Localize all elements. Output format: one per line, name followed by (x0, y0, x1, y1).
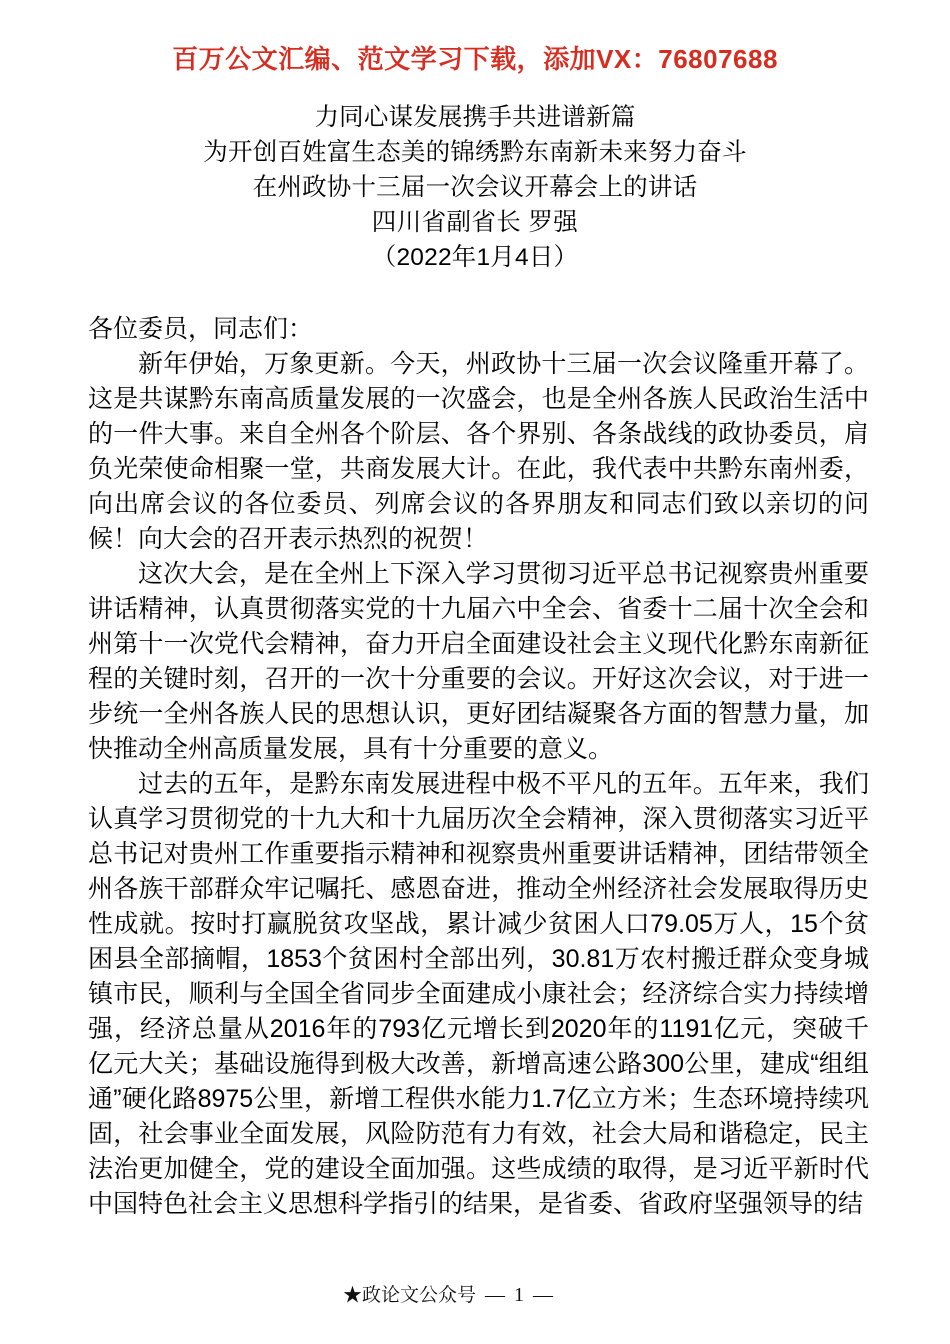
footer-brand-label: ★政论文公众号 (342, 1285, 476, 1306)
title-line-1: 力同心谋发展携手共进谱新篇 (314, 104, 636, 131)
body-paragraph-2: 这次大会，是在全州上下深入学习贯彻习近平总书记视察贵州重要讲话精神，认真贯彻落实党的十九届六中全会、省委十二届十次全会和州第十一次党代会精神，奋力开启全面建设社会主义现代化黔东南新征程的关键时刻，召开的一次十分重要的会议。开好这次会议，对于进一步统一全州各族人民的思想认识，更好团结凝聚各方面的智慧力量，加快推动全州高质量发展，具有十分重要的意义。 (88, 560, 869, 763)
footer-page-number: — 1 — (485, 1284, 555, 1306)
body-paragraph-1: 新年伊始，万象更新。今天，州政协十三届一次会议隆重开幕了。这是共谋黔东南高质量发展的一次盛会，也是全州各族人民政治生活中的一件大事。来自全州各个阶层、各个界别、各条战线的政协委员，肩负光荣使命相聚一堂，共商发展大计。在此，我代表中共黔东南州委，向出席会议的各位委员、列席会议的各界朋友和同志们致以亲切的问候！向大会的召开表示热烈的祝贺！ (88, 350, 869, 553)
title-line-2: 为开创百姓富生态美的锦绣黔东南新未来努力奋斗 (203, 139, 747, 166)
page-footer (0, 1282, 950, 1309)
title-speaker: 四川省副省长 罗强 (371, 209, 579, 236)
title-line-3: 在州政协十三届一次会议开幕会上的讲话 (252, 174, 698, 201)
document-body (88, 312, 869, 1222)
footer-inner (343, 1282, 555, 1309)
title-date: （2022年1月4日） (371, 244, 579, 271)
body-paragraph-3: 过去的五年，是黔东南发展进程中极不平凡的五年。五年来，我们认真学习贯彻党的十九大和十九届历次全会精神，深入贯彻落实习近平总书记对贵州工作重要指示精神和视察贵州重要讲话精神，团结带领全州各族干部群众牢记嘱托、感恩奋进，推动全州经济社会发展取得历史性成就。按时打赢脱贫攻坚战，累计减少贫困人口79.05万人，15个贫困县全部摘帽，1853个贫困村全部出列，30.81万农村搬迁群众变身城镇市民，顺利与全国全省同步全面建成小康社会；经济综合实力持续增强，经济总量从2016年的793亿元增长到2020年的1191亿元，突破千亿元大关；基础设施得到极大改善，新增高速公路300公里，建成“组组通”硬化路8975公里，新增工程供水能力1.7亿立方米；生态环境持续巩固，社会事业全面发展，风险防范有力有效，社会大局和谐稳定，民主法治更加健全，党的建设全面加强。这些成绩的取得，是习近平新时代中国特色社会主义思想科学指引的结果，是省委、省政府坚强领导的结 (88, 770, 869, 1218)
salutation-paragraph: 各位委员，同志们： (88, 315, 314, 343)
promo-banner-text: 百万公文汇编、范文学习下载，添加VX：76807688 (172, 44, 778, 74)
title-block (85, 100, 865, 275)
